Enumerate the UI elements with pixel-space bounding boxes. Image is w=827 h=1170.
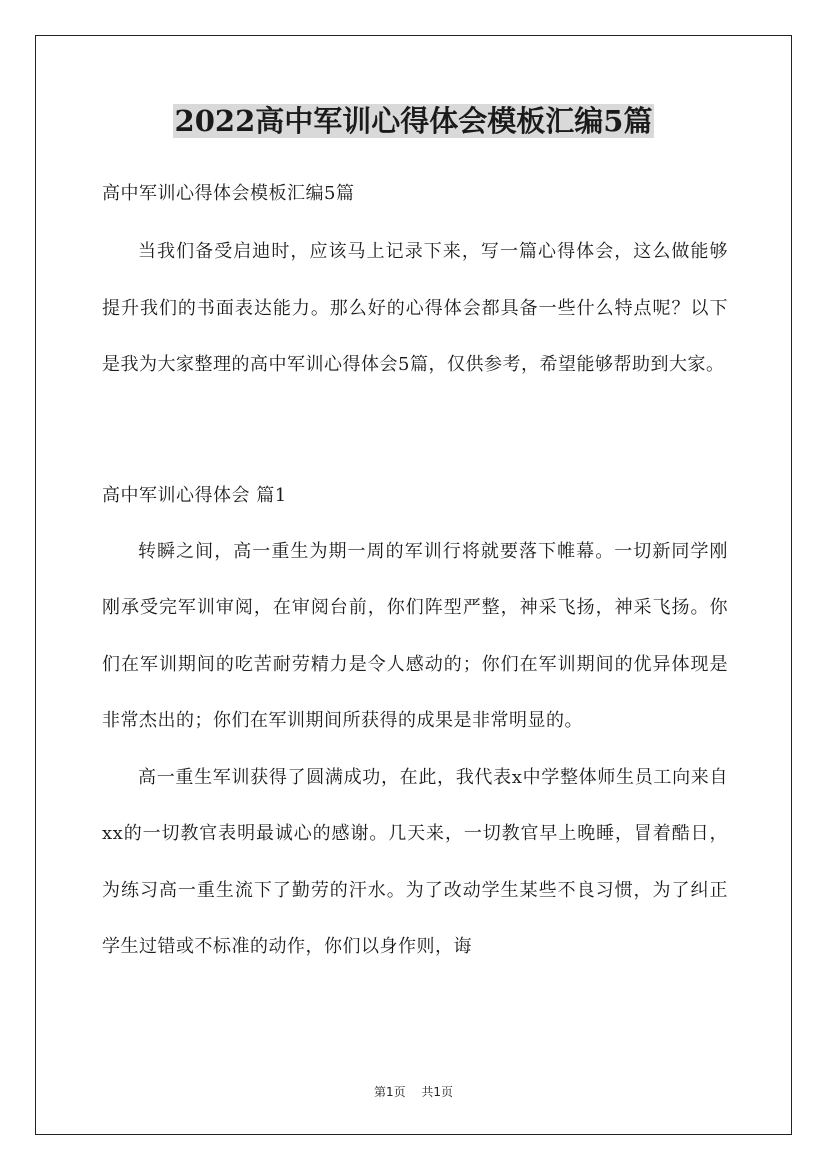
document-subtitle: 高中军训心得体会模板汇编5篇 xyxy=(102,183,355,204)
section-gap xyxy=(102,394,728,474)
document-title xyxy=(0,100,827,142)
page-footer xyxy=(0,1083,827,1100)
document-title-text: 2022高中军训心得体会模板汇编5篇 xyxy=(174,104,653,138)
footer-total-pages: 共1页 xyxy=(421,1085,454,1099)
section-paragraph-1: 转瞬之间，高一重生为期一周的军训行将就要落下帷幕。一切新同学刚刚承受完军训审阅，在审阅台前，你们阵型严整，神采飞扬，神采飞扬。你们在军训期间的吃苦耐劳精力是令人感动的；你们在军训期间的优异体现是非常杰出的；你们在军训期间所获得的成果是非常明显的。 xyxy=(102,540,728,731)
section-paragraph-2: 高一重生军训获得了圆满成功，在此，我代表x中学整体师生员工向来自xx的一切教官表明最诚心的感谢。几天来，一切教官早上晚睡，冒着酷日，为练习高一重生流下了勤劳的汗水。为了改动学生某些不良习惯，为了纠正学生过错或不标准的动作，你们以身作则，诲 xyxy=(102,766,728,957)
footer-page-number: 第1页 xyxy=(373,1085,406,1099)
section-heading: 高中军训心得体会 篇1 xyxy=(102,484,287,506)
intro-paragraph: 当我们备受启迪时，应该马上记录下来，写一篇心得体会，这么做能够提升我们的书面表达能力。那么好的心得体会都具备一些什么特点呢？以下是我为大家整理的高中军训心得体会5篇，仅供参考，希望能够帮助到大家。 xyxy=(102,241,728,375)
document-body xyxy=(102,172,728,976)
